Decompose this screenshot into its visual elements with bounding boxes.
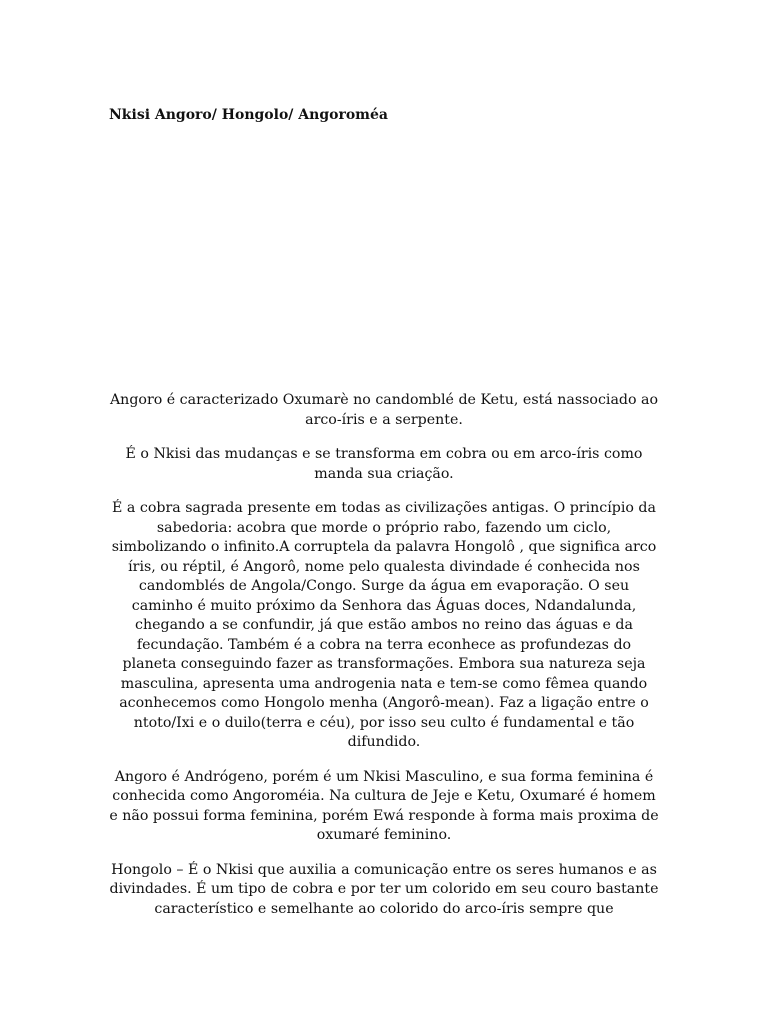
document-body bbox=[108, 391, 660, 919]
paragraph-intro: Angoro é caracterizado Oxumarè no candomblé de Ketu, está nassociado ao arco-íris e a serpente. bbox=[109, 392, 659, 428]
paragraph-sacred-snake: É a cobra sagrada presente em todas as civilizações antigas. O princípio da sabedoria: acobra que morde o próprio rabo, fazendo um ciclo, simbolizando o infinito.A corruptela da palavra Hongolô , que significa arco íris, ou réptil, é Angorô, nome pelo qualesta divindade é conhecida nos candomblés de Angola/Congo. Surge da água em evaporação. O seu caminho é muito próximo da Senhora das Águas doces, Ndandalunda, chegando a se confundir, já que estão ambos no reino das águas e da fecundação. Também é a cobra na terra econhece as profundezas do planeta conseguindo fazer as transformações. Embora sua natureza seja masculina, apresenta uma androgenia nata e tem-se como fêmea quando aconhecemos como Hongolo menha (Angorô-mean). Faz a ligação entre o ntoto/Ixi e o duilo(terra e céu), por isso seu culto é fundamental e tão difundido. bbox=[111, 500, 657, 750]
paragraph-changes: É o Nkisi das mudanças e se transforma em cobra ou em arco-íris como manda sua criação. bbox=[125, 446, 643, 482]
paragraph-androgynous: Angoro é Andrógeno, porém é um Nkisi Masculino, e sua forma feminina é conhecida como Angoroméia. Na cultura de Jeje e Ketu, Oxumaré é homem e não possui forma feminina, porém Ewá responde à forma mais proxima de oxumaré feminino. bbox=[109, 768, 659, 843]
page-title: Nkisi Angoro/ Hongolo/ Angoroméa bbox=[109, 107, 388, 123]
paragraph-hongolo: Hongolo – É o Nkisi que auxilia a comunicação entre os seres humanos e as divindades. É um tipo de cobra e por ter um colorido em seu couro bastante característico e semelhante ao colorido do arco-íris sempre que bbox=[109, 861, 659, 917]
